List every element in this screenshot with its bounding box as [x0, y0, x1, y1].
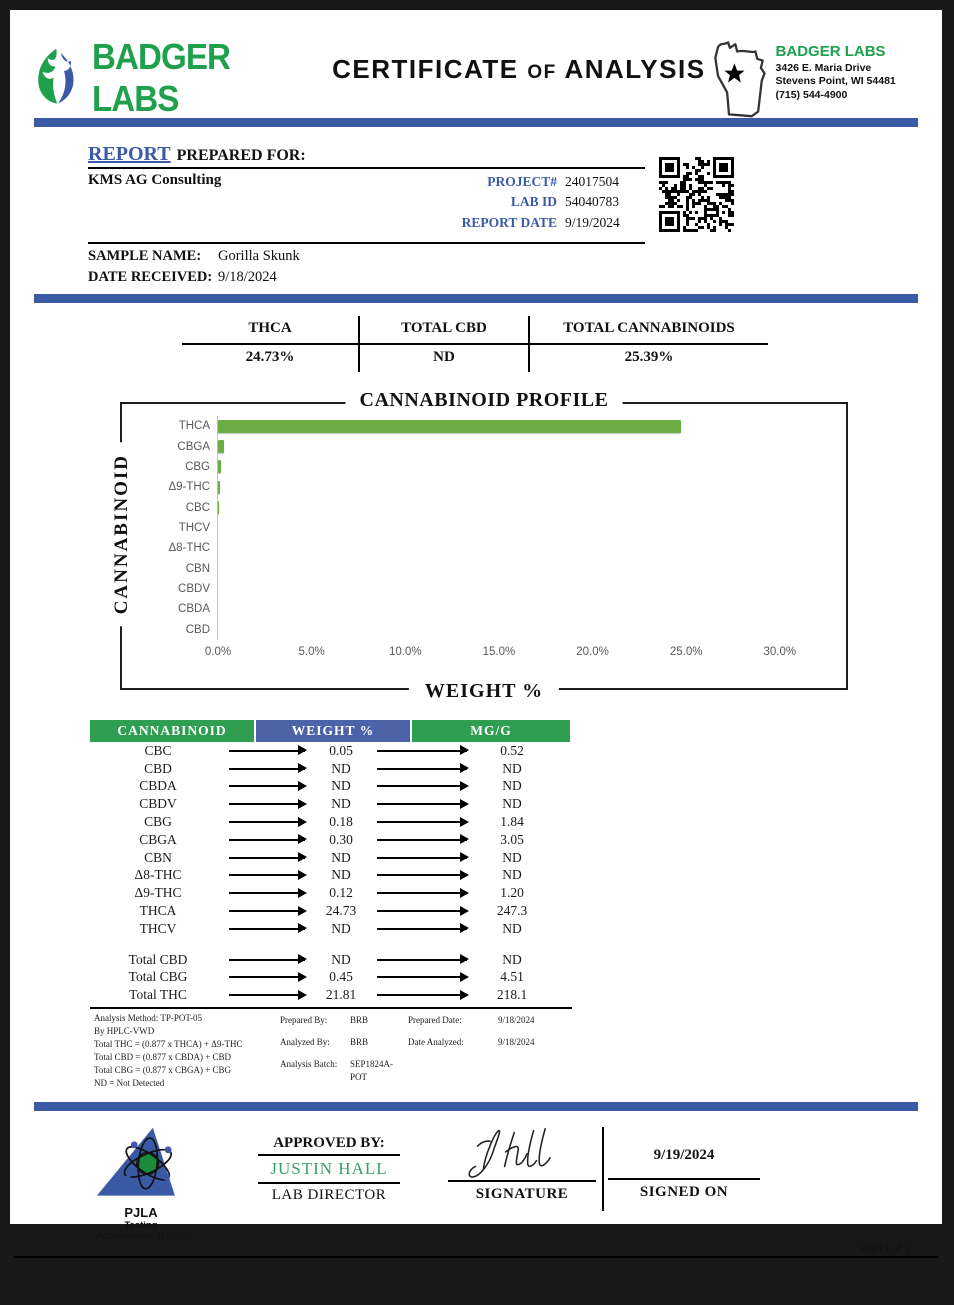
chart-bar-zone	[217, 579, 836, 599]
table-row	[90, 969, 572, 987]
table-row	[90, 884, 572, 902]
report-field-row	[387, 192, 645, 212]
arrow-icon	[229, 910, 305, 912]
arrow-icon	[229, 857, 305, 859]
page-title	[332, 36, 705, 85]
table-row	[90, 920, 572, 938]
table-row	[90, 831, 572, 849]
signed-on-label: SIGNED ON	[639, 1184, 729, 1201]
chart-bar	[218, 481, 220, 494]
pjla-logo-icon	[89, 1186, 193, 1203]
table-row	[90, 849, 572, 867]
arrow-cell	[374, 951, 470, 969]
arrow-cell	[374, 813, 470, 831]
prep-label: Analysis Batch:	[280, 1059, 338, 1070]
chart-category-label: THCA	[178, 420, 210, 433]
mg-per-g-value: 1.20	[500, 885, 524, 901]
method-note-line: ND = Not Detected	[94, 1078, 165, 1089]
cannabinoid-results-table	[90, 720, 572, 1009]
arrow-icon	[377, 928, 467, 930]
brand-name: BADGER LABS	[92, 36, 231, 119]
arrow-cell	[226, 951, 308, 969]
table-bottom-rule	[90, 1007, 572, 1009]
sample-divider-line	[88, 242, 645, 244]
summary-value: ND	[358, 345, 528, 372]
report-field-label: REPORT DATE	[461, 214, 557, 230]
summary-header: THCA	[182, 316, 358, 345]
arrow-cell	[226, 742, 308, 760]
sample-name-value: Gorilla Skunk	[218, 248, 300, 264]
cannabinoid-name: CBDV	[139, 796, 177, 812]
qr-pattern	[659, 157, 734, 232]
badger-labs-logo	[32, 36, 332, 120]
arrow-icon	[377, 821, 467, 823]
arrow-icon	[229, 750, 305, 752]
prep-label: Prepared By:	[280, 1015, 328, 1026]
report-field-value: 24017504	[565, 174, 619, 189]
chart-bar-zone	[217, 620, 836, 640]
chart-row	[148, 416, 836, 436]
weight-percent-value: 0.18	[329, 814, 353, 830]
arrow-icon	[377, 910, 467, 912]
approval-section	[10, 1111, 942, 1241]
approver-name: JUSTIN HALL	[258, 1156, 400, 1184]
table-row	[90, 902, 572, 920]
arrow-icon	[229, 976, 305, 978]
chart-row	[148, 518, 836, 538]
method-note-line: By HPLC-VWD	[94, 1026, 155, 1037]
arrow-cell	[374, 795, 470, 813]
arrow-icon	[377, 768, 467, 770]
arrow-icon	[229, 821, 305, 823]
client-name: KMS AG Consulting	[88, 172, 222, 188]
signature-block	[448, 1121, 596, 1203]
chart-y-axis-label: CANNABINOID	[108, 442, 136, 626]
report-fields	[387, 172, 645, 234]
method-notes	[94, 1012, 266, 1090]
mg-per-g-value: 1.84	[500, 814, 524, 830]
cannabinoid-name: CBN	[144, 849, 172, 865]
leaf-icon	[32, 46, 84, 111]
mg-per-g-value: ND	[502, 920, 522, 936]
chart-bar-zone	[217, 559, 836, 579]
arrow-cell	[374, 986, 470, 1004]
chart-category-label: CBDV	[178, 583, 210, 596]
summary-header: TOTAL CANNABINOIDS	[528, 316, 768, 345]
chart-bar-zone	[217, 436, 836, 456]
arrow-icon	[377, 803, 467, 805]
method-note-line: Total THC = (0.877 x THCA) + Δ9-THC	[94, 1039, 243, 1050]
prep-value: BRB	[350, 1037, 369, 1048]
chart-bar-zone	[217, 497, 836, 517]
arrow-icon	[229, 785, 305, 787]
cannabinoid-name: Δ8-THC	[134, 867, 182, 883]
results-table-header	[90, 720, 572, 742]
cannabinoid-profile-chart	[111, 389, 848, 702]
mg-per-g-value: 218.1	[496, 987, 528, 1003]
arrow-icon	[229, 959, 305, 961]
arrow-cell	[226, 795, 308, 813]
arrow-cell	[374, 920, 470, 938]
weight-percent-value: ND	[331, 778, 351, 794]
summary-value: 25.39%	[528, 345, 768, 372]
cannabinoid-name: THCV	[139, 920, 177, 936]
mg-per-g-value: 3.05	[500, 831, 524, 847]
mg-per-g-value: ND	[502, 849, 522, 865]
arrow-cell	[226, 884, 308, 902]
chart-category-label: THCV	[178, 521, 210, 534]
chart-row	[148, 538, 836, 558]
page-number: Page 1 of 1	[860, 1243, 910, 1256]
method-note-line: Analysis Method: TP-POT-05	[94, 1013, 203, 1024]
chart-x-axis-label: WEIGHT %	[409, 680, 559, 703]
chart-row	[148, 579, 836, 599]
weight-percent-value: 0.30	[329, 831, 353, 847]
approved-by-label: APPROVED BY:	[258, 1135, 400, 1156]
cannabinoid-name: CBC	[144, 742, 172, 758]
chart-row	[148, 497, 836, 517]
chart-bar	[218, 460, 221, 473]
date-received-label: DATE RECEIVED:	[88, 269, 213, 285]
mg-per-g-value: ND	[502, 796, 522, 812]
arrow-icon	[377, 874, 467, 876]
title-word: CERTIFICATE	[332, 54, 519, 84]
cannabinoid-name: CBGA	[139, 831, 177, 847]
sample-name-row	[88, 248, 645, 265]
chart-bar	[218, 440, 224, 453]
cannabinoid-name: CBD	[144, 760, 172, 776]
arrow-icon	[229, 768, 305, 770]
mg-per-g-value: ND	[502, 778, 522, 794]
x-tick-label: 10.0%	[388, 646, 422, 658]
method-note-line: Total CBD = (0.877 x CBDA) + CBD	[94, 1052, 232, 1063]
report-field-label: LAB ID	[510, 194, 557, 210]
chart-row	[148, 599, 836, 619]
prep-label: Prepared Date:	[408, 1015, 462, 1026]
approved-by-block	[258, 1121, 400, 1204]
arrow-cell	[226, 813, 308, 831]
arrow-cell	[226, 986, 308, 1004]
weight-percent-value: ND	[331, 867, 351, 883]
chart-y-axis-label-wrap	[106, 404, 138, 664]
weight-percent-value: ND	[331, 920, 351, 936]
weight-percent-value: 0.45	[329, 969, 353, 985]
chart-bar	[218, 420, 681, 433]
arrow-icon	[229, 839, 305, 841]
lab-address-line1: 3426 E. Maria Drive	[775, 61, 872, 74]
arrow-cell	[226, 867, 308, 885]
arrow-cell	[374, 884, 470, 902]
prep-label	[408, 1058, 492, 1090]
report-field-row	[387, 213, 645, 233]
prep-value: SEP1824A-POT	[350, 1059, 394, 1083]
signed-on-block	[608, 1121, 760, 1201]
prep-value: 9/18/2024	[498, 1037, 535, 1048]
cannabinoid-name: CBG	[144, 814, 172, 830]
summary-header: TOTAL CBD	[358, 316, 528, 345]
table-row	[90, 951, 572, 969]
chart-bars-area	[148, 416, 836, 640]
weight-percent-value: ND	[331, 796, 351, 812]
chart-category-label: CBC	[185, 501, 210, 514]
arrow-icon	[229, 803, 305, 805]
table-row	[90, 778, 572, 796]
weight-percent-value: 24.73	[325, 903, 357, 919]
chart-category-label: CBGA	[177, 440, 210, 453]
arrow-cell	[226, 831, 308, 849]
weight-percent-value: 0.12	[329, 885, 353, 901]
arrow-icon	[377, 750, 467, 752]
weight-percent-value: 0.05	[329, 742, 353, 758]
report-word: REPORT	[88, 143, 171, 165]
arrow-cell	[374, 849, 470, 867]
summary-value: 24.73%	[245, 349, 295, 365]
arrow-cell	[226, 760, 308, 778]
method-note-line: Total CBG = (0.877 x CBGA) + CBG	[94, 1065, 232, 1076]
signature-label: SIGNATURE	[475, 1186, 569, 1203]
divider-bar-bottom	[34, 1102, 918, 1111]
date-received-value: 9/18/2024	[218, 269, 277, 285]
title-of: OF	[527, 62, 557, 83]
title-word: ANALYSIS	[564, 54, 706, 84]
chart-bar-zone	[217, 538, 836, 558]
chart-row	[148, 620, 836, 640]
wisconsin-state-icon	[706, 36, 772, 123]
sample-name-label: SAMPLE NAME:	[88, 248, 202, 264]
weight-percent-value: ND	[331, 951, 351, 967]
arrow-cell	[226, 849, 308, 867]
table-row	[90, 795, 572, 813]
report-field-value: 9/19/2024	[565, 214, 620, 230]
prepared-for-label: PREPARED FOR:	[176, 147, 306, 164]
x-tick-label: 15.0%	[482, 646, 516, 658]
lab-address	[776, 36, 896, 102]
mg-per-g-value: 4.51	[500, 969, 524, 985]
prep-label: Analyzed By:	[280, 1037, 330, 1048]
signed-on-date: 9/19/2024	[653, 1147, 715, 1164]
results-column-header: MG/G	[412, 720, 570, 742]
chart-row	[148, 457, 836, 477]
cannabinoid-name: Total CBG	[128, 969, 188, 985]
arrow-cell	[374, 867, 470, 885]
arrow-icon	[377, 959, 467, 961]
lab-name: BADGER LABS	[775, 43, 886, 60]
chart-row	[148, 436, 836, 456]
signature-script	[452, 1166, 592, 1183]
cannabinoid-name: Total THC	[129, 987, 187, 1003]
arrow-cell	[226, 969, 308, 987]
arrow-icon	[377, 857, 467, 859]
chart-bar-zone	[217, 477, 836, 497]
chart-row	[148, 559, 836, 579]
arrow-icon	[229, 892, 305, 894]
chart-bar-zone	[217, 518, 836, 538]
results-column-header: CANNABINOID	[90, 720, 254, 742]
arrow-cell	[374, 778, 470, 796]
x-tick-label: 25.0%	[669, 646, 703, 658]
header	[10, 10, 942, 119]
certificate-page	[10, 10, 942, 1303]
chart-title: CANNABINOID PROFILE	[346, 389, 623, 412]
x-tick-label: 20.0%	[576, 646, 609, 658]
mg-per-g-value: ND	[502, 760, 522, 776]
disclaimer-text: This is a Badger Labs Certificate of Analysis and may not be reproduced without written approval from Badger Labs. Badger Labs maintains strict confidentiality of all client data. Any information regarding an analysis is shared only with the the individuals designated on the Laboratory Chain of Custody (COC) as contacts unless authorization is received. Limits of Quantification (LOQ) are available upon request. This report complies to the requirements of the ISO/IEC 17025:2017 standard. Review the results, expanded uncertainty and specifications to ensure they meet your requirements. Uncertainty values are available upon request.	[14, 1256, 938, 1304]
cannabinoid-name: THCA	[139, 903, 177, 919]
arrow-icon	[377, 976, 467, 978]
table-row	[90, 813, 572, 831]
lab-contact-block	[706, 36, 922, 123]
cannabinoid-name: CBDA	[139, 778, 177, 794]
arrow-icon	[377, 839, 467, 841]
chart-category-label: Δ8-THC	[168, 542, 210, 555]
table-row	[90, 867, 572, 885]
weight-percent-value: 21.81	[325, 987, 357, 1003]
arrow-icon	[229, 874, 305, 876]
chart-bar-zone	[217, 457, 836, 477]
arrow-cell	[374, 760, 470, 778]
chart-bar	[218, 501, 219, 514]
weight-percent-value: ND	[331, 849, 351, 865]
potency-summary-table	[182, 316, 768, 372]
arrow-icon	[229, 928, 305, 930]
pjla-accreditation-block	[76, 1121, 206, 1241]
chart-bar-zone	[217, 599, 836, 619]
chart-category-label: CBG	[185, 460, 210, 473]
arrow-icon	[377, 994, 467, 996]
chart-row	[148, 477, 836, 497]
report-section-title	[88, 143, 645, 169]
results-table-totals	[90, 951, 572, 1004]
table-row	[90, 986, 572, 1004]
chart-bar-zone	[217, 416, 836, 436]
report-field-row	[387, 172, 645, 192]
lab-phone: (715) 544-4900	[775, 88, 848, 101]
pjla-org: PJLA	[124, 1205, 158, 1221]
x-tick-label: 0.0%	[204, 646, 232, 658]
arrow-cell	[374, 969, 470, 987]
weight-percent-value: ND	[331, 760, 351, 776]
preparation-notes	[280, 1012, 564, 1090]
mg-per-g-value: 247.3	[496, 903, 528, 919]
arrow-icon	[377, 785, 467, 787]
prep-label: Date Analyzed:	[408, 1037, 464, 1048]
arrow-cell	[226, 778, 308, 796]
prep-value	[498, 1058, 564, 1090]
chart-x-axis-ticks	[204, 646, 836, 664]
divider-bar-middle	[34, 294, 918, 303]
arrow-cell	[226, 902, 308, 920]
prep-value: BRB	[350, 1015, 369, 1026]
signature-divider	[602, 1127, 604, 1211]
x-tick-label: 30.0%	[763, 646, 797, 658]
approver-title: LAB DIRECTOR	[271, 1187, 387, 1204]
prep-value: 9/18/2024	[498, 1015, 535, 1026]
mg-per-g-value: ND	[502, 951, 522, 967]
table-row	[90, 742, 572, 760]
chart-category-label: Δ9-THC	[168, 481, 210, 494]
arrow-cell	[374, 902, 470, 920]
cannabinoid-name: Total CBD	[128, 951, 188, 967]
report-info-section	[88, 143, 942, 286]
results-table-body	[90, 742, 572, 938]
lab-address-line2: Stevens Point, WI 54481	[775, 75, 896, 88]
pjla-sub: Testing	[124, 1220, 158, 1232]
x-tick-label: 5.0%	[298, 646, 325, 658]
accreditation-number: Accreditation# 115522	[96, 1231, 186, 1242]
mg-per-g-value: 0.52	[500, 742, 524, 758]
report-field-value: 54040783	[565, 194, 619, 210]
table-gap	[90, 938, 572, 951]
cannabinoid-name: Δ9-THC	[134, 885, 182, 901]
arrow-icon	[377, 892, 467, 894]
report-field-label: PROJECT#	[487, 174, 557, 189]
chart-category-label: CBN	[185, 562, 210, 575]
date-received-row	[88, 269, 645, 286]
arrow-icon	[229, 994, 305, 996]
qr-code	[659, 157, 737, 235]
chart-category-label: CBD	[185, 623, 210, 636]
table-row	[90, 760, 572, 778]
chart-category-label: CBDA	[178, 603, 210, 616]
results-column-header: WEIGHT %	[256, 720, 410, 742]
analysis-footnotes	[94, 1012, 942, 1090]
mg-per-g-value: ND	[502, 867, 522, 883]
arrow-cell	[226, 920, 308, 938]
arrow-cell	[374, 831, 470, 849]
arrow-cell	[374, 742, 470, 760]
